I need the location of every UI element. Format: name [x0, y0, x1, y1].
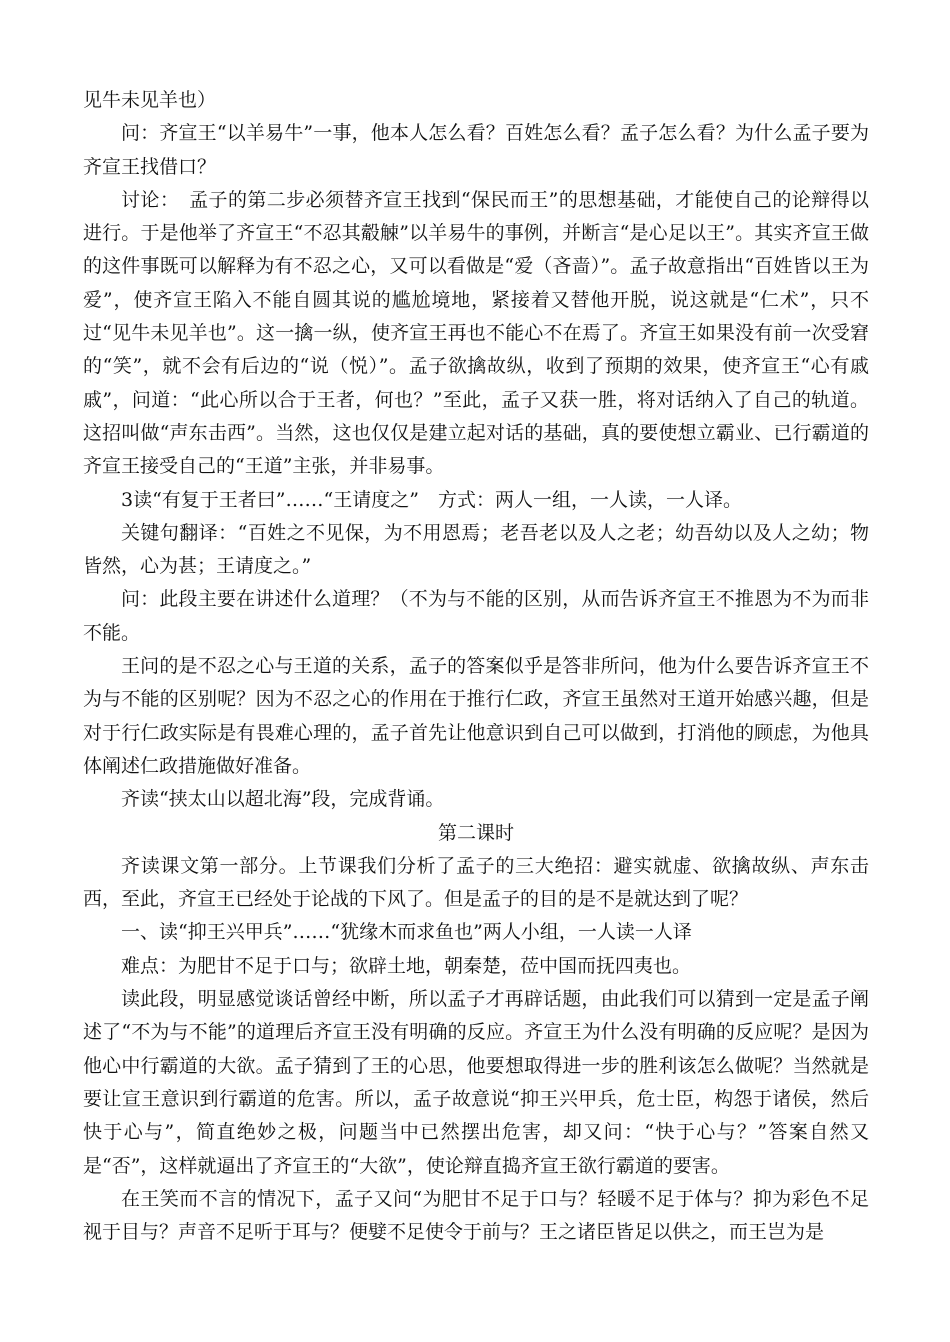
paragraph: 问：此段主要在讲述什么道理？（不为与不能的区别，从而告诉齐宣王不推恩为不为而非不能。	[83, 588, 869, 644]
paragraph: 问：齐宣王“以羊易牛”一事，他本人怎么看？百姓怎么看？孟子怎么看？为什么孟子要为齐宣王找借口？	[83, 122, 869, 178]
paragraph: 3读“有复于王者曰”……“王请度之” 方式：两人一组，一人读，一人译。	[121, 488, 742, 511]
paragraph: 王问的是不忍之心与王道的关系，孟子的答案似乎是答非所问，他为什么要告诉齐宣王不为与不能的区别呢？因为不忍之心的作用在于推行仁政，齐宣王虽然对王道开始感兴趣，但是对于行仁政实际是有畏难心理的，孟子首先让他意识到自己可以做到，打消他的顾虑，为他具体阐述仁政措施做好准备。	[83, 655, 869, 777]
paragraph: 讨论： 孟子的第二步必须替齐宣王找到“保民而王”的思想基础，才能使自己的论辩得以进行。于是他举了齐宣王“不忍其觳觫”以羊易牛的事例，并断言“是心足以王”。其实齐宣王做的这件事既可以解释为有不忍之心，又可以看做是“爱（吝啬）”。孟子故意指出“百姓皆以王为爱”，使齐宣王陷入不能自圆其说的尴尬境地，紧接着又替他开脱，说这就是“仁术”，只不过“见牛未见羊也”。这一擒一纵，使齐宣王再也不能心不在焉了。齐宣王如果没有前一次受窘的“笑”，就不会有后边的“说（悦）”。孟子欲擒故纵，收到了预期的效果，使齐宣王“心有戚戚”，问道：“此心所以合于王者，何也？”至此，孟子又获一胜，将对话纳入了自己的轨道。这招叫做“声东击西”。当然，这也仅仅是建立起对话的基础，真的要使想立霸业、已行霸道的齐宣王接受自己的“王道”主张，并非易事。	[83, 188, 869, 478]
document-body	[83, 84, 869, 1249]
paragraph: 读此段，明显感觉谈话曾经中断，所以孟子才再辟话题，由此我们可以猜到一定是孟子阐述了“不为与不能”的道理后齐宣王没有明确的反应。齐宣王为什么没有明确的反应呢？是因为他心中行霸道的大欲。孟子猜到了王的心思，他要想取得进一步的胜利该怎么做呢？当然就是要让宣王意识到行霸道的危害。所以，孟子故意说“抑王兴甲兵，危士臣，构怨于诸侯，然后快于心与”，简直绝妙之极，问题当中已然摆出危害，却又问：“快于心与？”答案自然又是“否”，这样就逼出了齐宣王的“大欲”，使论辩直捣齐宣王欲行霸道的要害。	[83, 988, 869, 1177]
paragraph: 难点：为肥甘不足于口与；欲辟土地，朝秦楚，莅中国而抚四夷也。	[121, 954, 692, 977]
section-heading: 第二课时	[437, 821, 514, 844]
paragraph: 一、读“抑王兴甲兵”……“犹缘木而求鱼也”两人小组，一人读一人译	[121, 921, 692, 944]
paragraph: 在王笑而不言的情况下，孟子又问“为肥甘不足于口与？轻暖不足于体与？抑为彩色不足视于目与？声音不足听于耳与？便嬖不足使令于前与？王之诸臣皆足以供之，而王岂为是	[83, 1187, 869, 1244]
paragraph: 齐读“挟太山以超北海”段，完成背诵。	[121, 788, 445, 811]
paragraph: 见牛未见羊也）	[83, 89, 217, 111]
paragraph: 关键句翻译：“百姓之不见保，为不用恩焉；老吾老以及人之老；幼吾幼以及人之幼；物皆然，心为甚；王请度之。”	[83, 521, 869, 578]
paragraph: 齐读课文第一部分。上节课我们分析了孟子的三大绝招：避实就虚、欲擒故纵、声东击西，至此，齐宣王已经处于论战的下风了。但是孟子的目的是不是就达到了呢？	[83, 854, 869, 911]
